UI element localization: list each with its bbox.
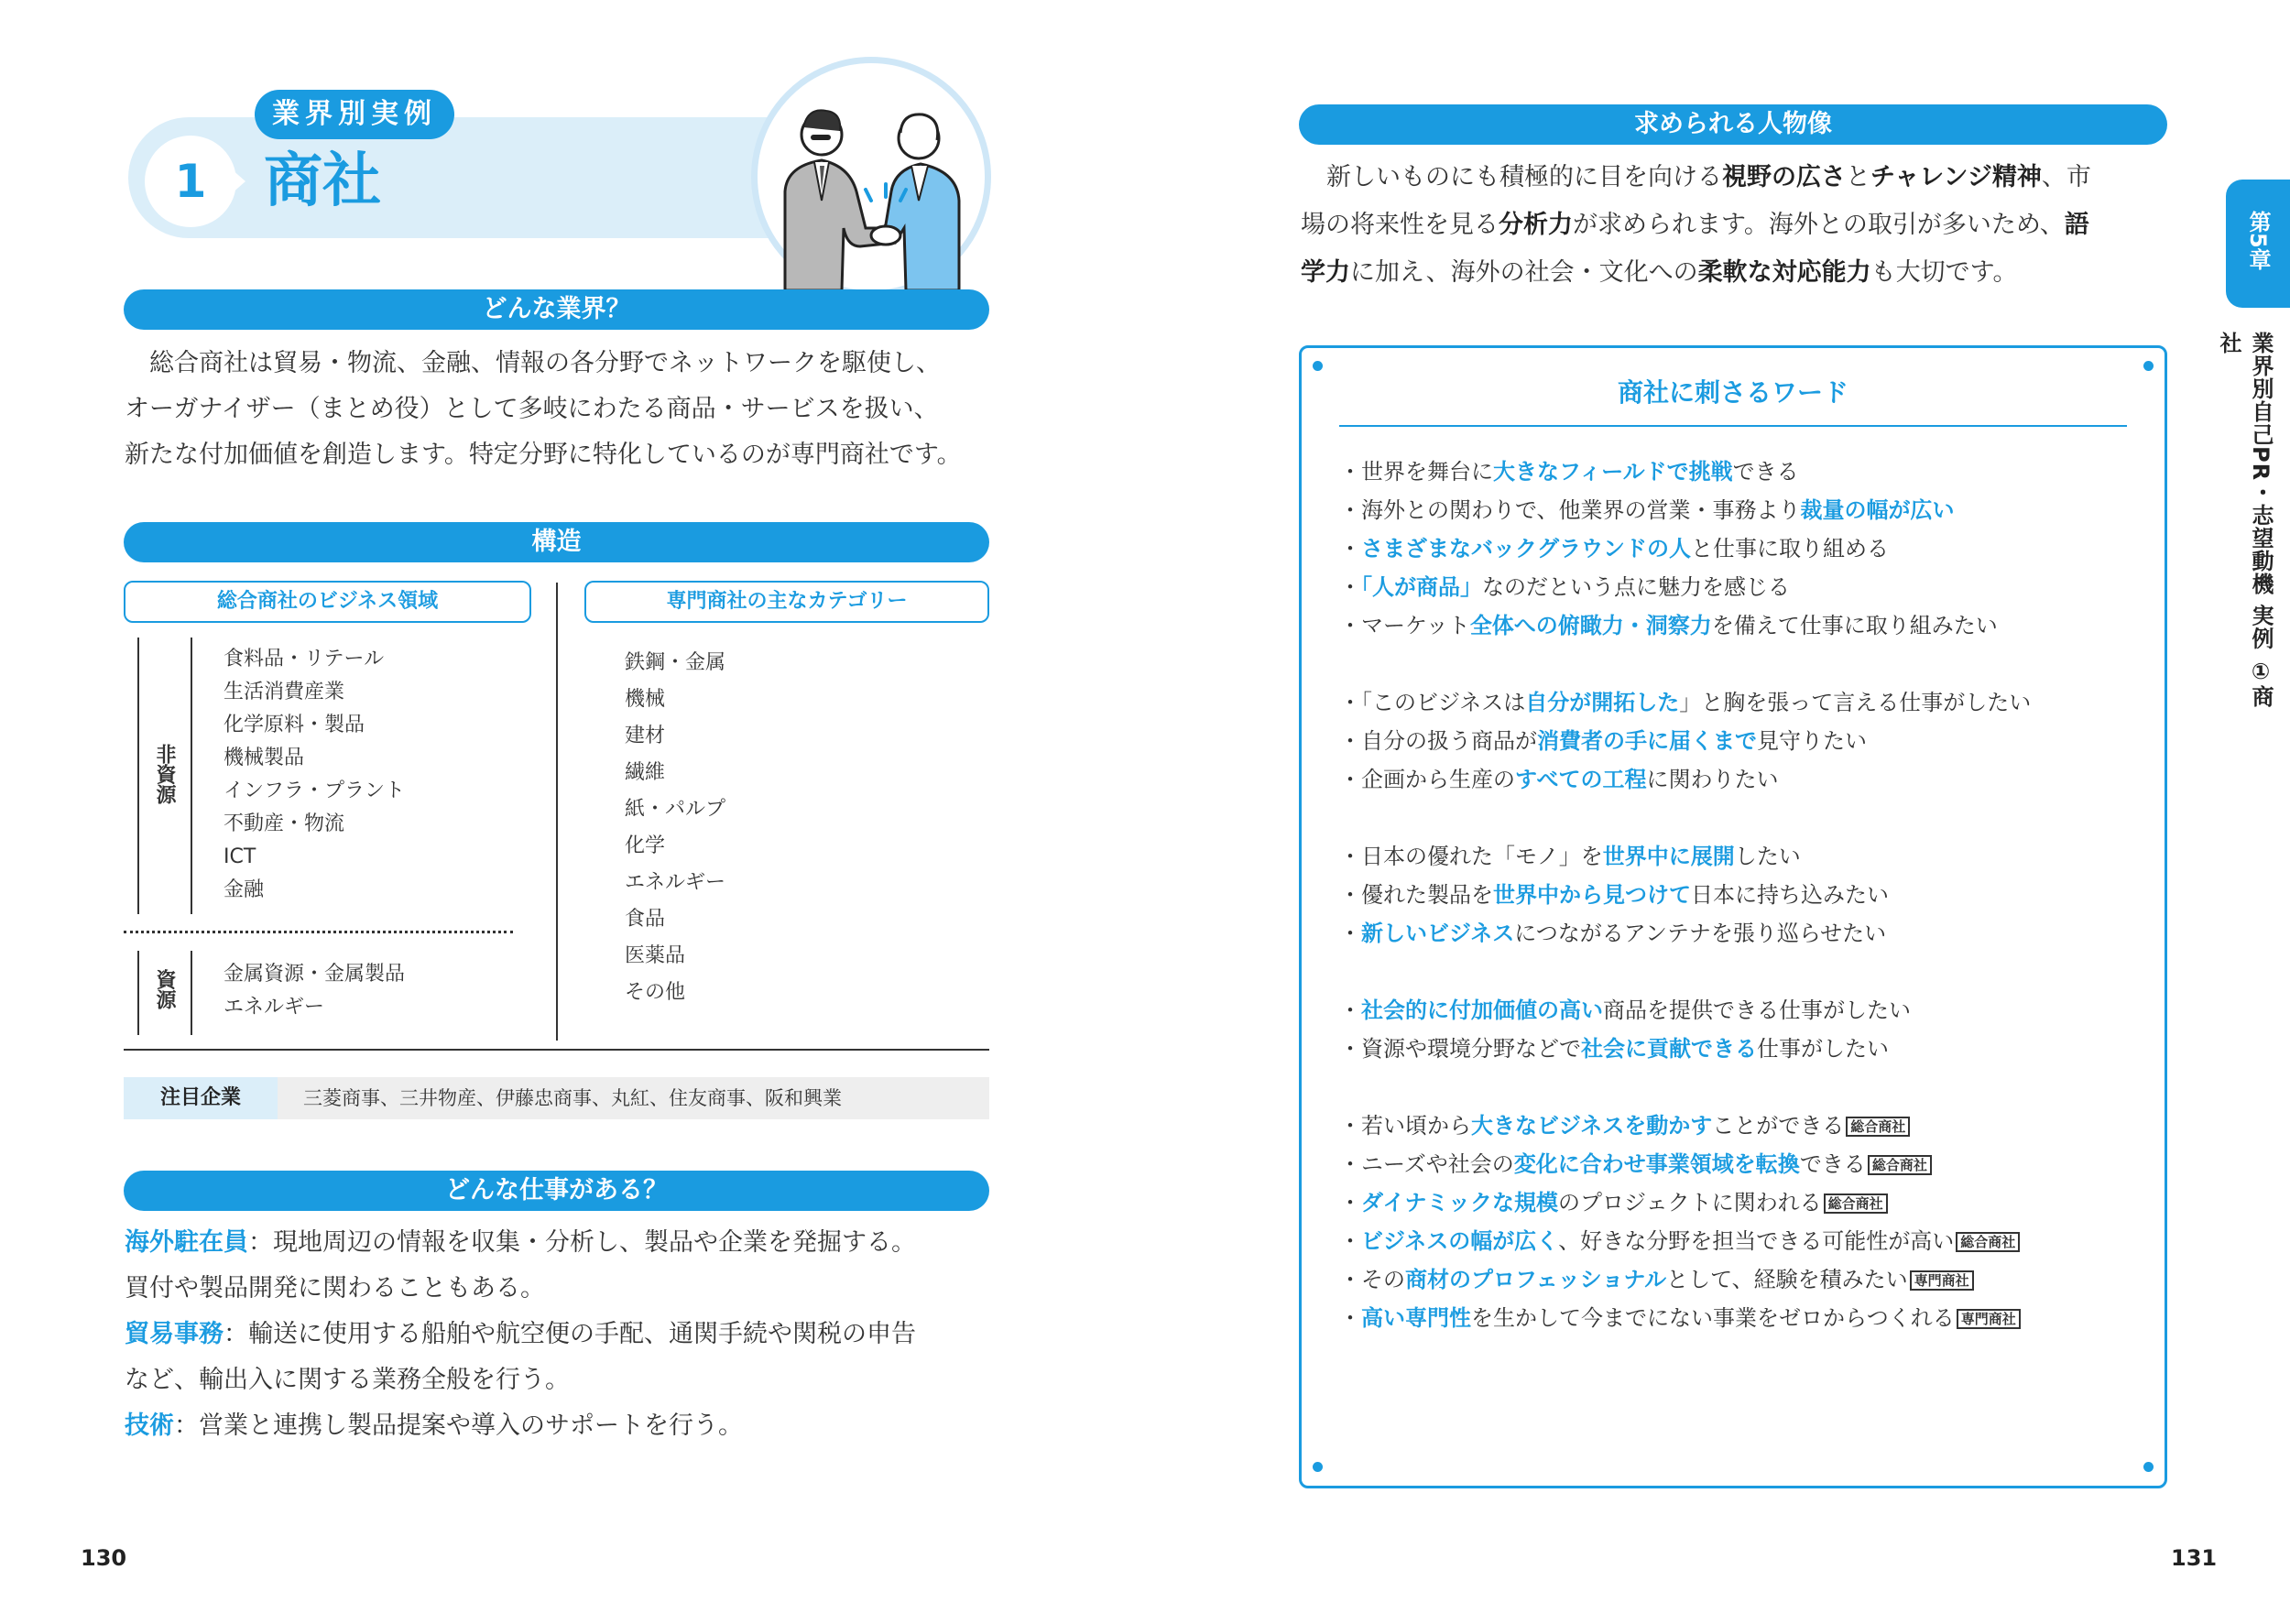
- keyword-highlight: さまざまなバックグラウンドの人: [1361, 536, 1691, 561]
- company-type-tag: 総合商社: [1846, 1117, 1910, 1137]
- corner-dot: [1313, 361, 1323, 371]
- list-item: 生活消費産業: [224, 681, 345, 703]
- keyword-text: ことができる: [1712, 1113, 1845, 1139]
- keyword-item: [1339, 606, 1998, 645]
- keyword-text: を生かして今までにない事業をゼロからつくれる: [1471, 1305, 1955, 1331]
- keyword-item: [1339, 722, 2031, 760]
- emphasis: 視野の広さ: [1722, 163, 1846, 191]
- emphasis: 語: [2064, 211, 2089, 239]
- keyword-text: に関わりたい: [1646, 767, 1779, 792]
- keyword-text: できる: [1799, 1151, 1866, 1177]
- keyword-item: [1339, 991, 1911, 1030]
- keyword-highlight: すべての工程: [1515, 767, 1647, 792]
- keyword-group-5: [1339, 1106, 2021, 1337]
- text-span: 、市: [2041, 163, 2091, 191]
- jobs-text: [125, 1220, 1004, 1449]
- list-item: 食品: [625, 908, 666, 931]
- resource-list: [224, 958, 405, 1024]
- keyword-item: [1339, 1183, 2021, 1222]
- keyword-highlight: 自分が開拓した: [1525, 690, 1680, 715]
- keyword-highlight: 大きなビジネスを動かす: [1471, 1113, 1713, 1139]
- keyword-item: [1339, 491, 1998, 529]
- keyword-text: ・: [1339, 1190, 1361, 1215]
- keyword-text: を備えて仕事に取り組みたい: [1711, 613, 1998, 638]
- job-title: 海外駐在員: [125, 1228, 248, 1257]
- keyword-item: [1339, 452, 1998, 491]
- keyword-text: ・: [1339, 536, 1361, 561]
- keyword-highlight: 裁量の幅が広い: [1800, 497, 1955, 523]
- job-line: [125, 1220, 1004, 1266]
- keyword-box-title: 商社に刺さるワード: [1617, 377, 1848, 408]
- keyword-item: [1339, 1030, 1911, 1068]
- corner-dot: [2143, 1462, 2154, 1472]
- list-item: 不動産・物流: [224, 812, 345, 835]
- keyword-text: ・: [1339, 1228, 1361, 1254]
- running-title: 業界別自己PR・志望動機 実例 ①商社: [2216, 332, 2274, 708]
- list-item: エネルギー: [224, 996, 325, 1019]
- keyword-text: ・ニーズや社会の: [1339, 1151, 1514, 1177]
- keyword-text: ・優れた製品を: [1339, 882, 1493, 908]
- notable-label: 注目企業: [124, 1077, 278, 1119]
- keyword-highlight: 社会的に付加価値の高い: [1361, 997, 1603, 1023]
- page-title: 商社: [264, 147, 381, 215]
- persona-line-1: [1301, 154, 2180, 202]
- general-trading-box: 総合商社のビジネス領域: [124, 581, 531, 623]
- overview-line-2: オーガナイザー（まとめ役）として多岐にわたる商品・サービスを扱い、: [125, 395, 939, 423]
- overview-line-3: 新たな付加価値を創造します。特定分野に特化しているのが専門商社です。: [125, 441, 962, 469]
- page-number-right: 131: [2171, 1545, 2218, 1571]
- job-title: 技術: [125, 1411, 174, 1440]
- list-item: 機械製品: [224, 747, 305, 769]
- keyword-highlight: ビジネスの幅が広く: [1361, 1228, 1559, 1254]
- resource-bracket-left: [137, 951, 139, 1035]
- nonresource-label-text: 非資源: [153, 744, 176, 804]
- handshake-illustration: [751, 57, 991, 297]
- list-item: 金融: [224, 878, 265, 901]
- keyword-text: ・: [1339, 921, 1361, 946]
- keyword-text: ・: [1339, 997, 1361, 1023]
- keyword-item: [1339, 1299, 2021, 1337]
- page-number-left: 130: [81, 1545, 127, 1571]
- job-line: [125, 1403, 1004, 1449]
- list-item: 紙・パルプ: [625, 798, 726, 821]
- text-span: 新しいものにも積極的に目を向ける: [1326, 163, 1722, 191]
- keyword-text: 」と胸を張って言える仕事がしたい: [1679, 690, 2032, 715]
- keyword-text: ・資源や環境分野などで: [1339, 1036, 1581, 1062]
- job-desc: ：現地周辺の情報を収集・分析し、製品や企業を発掘する。: [248, 1228, 916, 1257]
- notable-companies-row: [124, 1077, 989, 1119]
- specialty-trading-box: 専門商社の主なカテゴリー: [584, 581, 989, 623]
- keyword-highlight: 社会に貢献できる: [1581, 1036, 1757, 1062]
- list-item: インフラ・プラント: [224, 779, 406, 802]
- keyword-text: 仕事がしたい: [1757, 1036, 1889, 1062]
- keyword-highlight: 世界中に展開: [1602, 844, 1735, 869]
- keyword-text: したい: [1734, 844, 1801, 869]
- job-line: [125, 1312, 1004, 1357]
- keyword-highlight: 「人が商品」: [1361, 574, 1482, 600]
- keyword-text: できる: [1732, 459, 1799, 485]
- job-title: 貿易事務: [125, 1320, 224, 1348]
- company-type-tag: 専門商社: [1910, 1270, 1974, 1291]
- structure-bottom-rule: [124, 1049, 989, 1051]
- keyword-highlight: 商材のプロフェッショナル: [1405, 1267, 1667, 1292]
- text-span: が求められます。海外との取引が多いため、: [1573, 211, 2065, 239]
- keyword-text: として、経験を積みたい: [1666, 1267, 1908, 1292]
- keyword-item: [1339, 760, 2031, 799]
- keyword-item: [1339, 914, 1889, 953]
- emphasis: 分析力: [1499, 211, 1573, 239]
- keyword-text: ・自分の扱う商品が: [1339, 728, 1537, 754]
- keyword-item: [1339, 876, 1889, 914]
- resource-label: [151, 969, 177, 1016]
- keyword-highlight: 高い専門性: [1361, 1305, 1471, 1331]
- keyword-group-4: [1339, 991, 1911, 1068]
- keyword-highlight: 世界中から見つけて: [1493, 882, 1691, 908]
- company-type-tag: 専門商社: [1957, 1309, 2021, 1329]
- resource-label-text: 資源: [153, 969, 176, 1009]
- keyword-text: なのだという点に魅力を感じる: [1482, 574, 1790, 600]
- keyword-text: ・その: [1339, 1267, 1405, 1292]
- emphasis: 柔軟な対応能力: [1697, 258, 1871, 287]
- list-item: 機械: [625, 688, 666, 711]
- keyword-highlight: 消費者の手に届くまで: [1537, 728, 1757, 754]
- persona-line-2: [1301, 202, 2180, 249]
- chapter-tab: [2226, 180, 2290, 308]
- keyword-item: [1339, 529, 1998, 568]
- text-span: も大切です。: [1870, 258, 2018, 287]
- keyword-text: 見守りたい: [1757, 728, 1867, 754]
- keyword-item: [1339, 683, 2031, 722]
- corner-dot: [1313, 1462, 1323, 1472]
- nonresource-list: [224, 643, 405, 907]
- keyword-text: ・日本の優れた「モノ」を: [1339, 844, 1603, 869]
- keyword-text: ・: [1339, 574, 1361, 600]
- keyword-item: [1339, 1222, 2021, 1260]
- emphasis: チャレンジ精神: [1870, 163, 2042, 191]
- list-item: 医薬品: [625, 944, 686, 967]
- text-span: と: [1846, 163, 1870, 191]
- handshake-icon: [758, 63, 985, 290]
- company-type-tag: 総合商社: [1824, 1193, 1888, 1214]
- list-item: 鉄鋼・金属: [625, 651, 726, 674]
- keyword-item: [1339, 1106, 2021, 1145]
- keyword-item: [1339, 1260, 2021, 1299]
- list-item: 繊維: [625, 761, 666, 784]
- keyword-text: ・「このビジネスは: [1339, 690, 1526, 715]
- notable-companies: 三菱商事、三井物産、伊藤忠商事、丸紅、住友商事、阪和興業: [303, 1087, 842, 1109]
- list-item: 建材: [625, 725, 666, 747]
- keyword-title-rule: [1339, 425, 2127, 427]
- section-number: 1: [145, 136, 236, 227]
- company-type-tag: 総合商社: [1956, 1232, 2020, 1252]
- resource-bracket-right: [191, 951, 192, 1035]
- company-type-tag: 総合商社: [1868, 1155, 1932, 1175]
- keyword-group-3: [1339, 837, 1889, 953]
- dotted-separator: [124, 931, 513, 933]
- keyword-highlight: 大きなフィールドで挑戦: [1493, 459, 1733, 485]
- keyword-text: ・世界を舞台に: [1339, 459, 1493, 485]
- nonresource-label: [151, 744, 177, 811]
- keyword-highlight: 全体への俯瞰力・洞察力: [1469, 613, 1712, 638]
- keyword-text: ・: [1339, 1305, 1361, 1331]
- keyword-text: ・マーケット: [1339, 613, 1470, 638]
- chapter-tab-text: 第5章: [2245, 211, 2271, 270]
- keyword-group-1: [1339, 452, 1998, 645]
- list-item: 食料品・リテール: [224, 648, 385, 670]
- list-item: 化学: [625, 834, 666, 857]
- list-item: その他: [625, 981, 686, 1004]
- nonresource-bracket-right: [191, 638, 192, 914]
- persona-header: 求められる人物像: [1299, 104, 2167, 145]
- keyword-highlight: 変化に合わせ事業領域を転換: [1513, 1151, 1800, 1177]
- industry-overview-text: [125, 341, 995, 478]
- keyword-text: と仕事に取り組める: [1691, 536, 1889, 561]
- keyword-text: 日本に持ち込みたい: [1691, 882, 1889, 908]
- keyword-text: 商品を提供できる仕事がしたい: [1603, 997, 1911, 1023]
- section-number-arrow: [231, 169, 245, 194]
- keyword-text: のプロジェクトに関われる: [1558, 1190, 1822, 1215]
- keyword-text: ・企画から生産の: [1339, 767, 1515, 792]
- corner-dot: [2143, 361, 2154, 371]
- text-span: に加え、海外の社会・文化への: [1350, 258, 1698, 287]
- list-item: 金属資源・金属製品: [224, 963, 406, 986]
- persona-text: [1301, 154, 2180, 297]
- emphasis: 学力: [1301, 258, 1350, 287]
- structure-header: 構造: [124, 522, 989, 562]
- keyword-highlight: ダイナミックな規模: [1361, 1190, 1559, 1215]
- column-divider: [556, 583, 558, 1041]
- persona-line-3: [1301, 249, 2180, 297]
- subtitle-pill: 業界別実例: [255, 90, 454, 139]
- jobs-header: どんな仕事がある？: [124, 1171, 989, 1211]
- keyword-item: [1339, 568, 1998, 606]
- list-item: 化学原料・製品: [224, 714, 365, 736]
- list-item: ICT: [224, 845, 256, 868]
- industry-overview-header: どんな業界？: [124, 289, 989, 330]
- job-line: など、輸出入に関する業務全般を行う。: [125, 1366, 570, 1394]
- keyword-item: [1339, 837, 1889, 876]
- keyword-text: ・若い頃から: [1339, 1113, 1471, 1139]
- keyword-text: ・海外との関わりで、他業界の営業・事務より: [1339, 497, 1801, 523]
- job-line: 買付や製品開発に関わることもある。: [125, 1274, 545, 1302]
- nonresource-bracket-left: [137, 638, 139, 914]
- keyword-group-2: [1339, 683, 2031, 799]
- text-span: 場の将来性を見る: [1301, 211, 1499, 239]
- job-desc: ：輸送に使用する船舶や航空便の手配、通関手続や関税の申告: [224, 1320, 916, 1348]
- overview-line-1: 総合商社は貿易・物流、金融、情報の各分野でネットワークを駆使し、: [149, 349, 941, 377]
- keyword-text: 、好きな分野を担当できる可能性が高い: [1558, 1228, 1955, 1254]
- keyword-highlight: 新しいビジネス: [1361, 921, 1515, 946]
- keyword-text: につながるアンテナを張り巡らせたい: [1514, 921, 1887, 946]
- list-item: エネルギー: [625, 871, 726, 894]
- specialty-list: [625, 645, 725, 1011]
- keyword-item: [1339, 1145, 2021, 1183]
- job-desc: ：営業と連携し製品提案や導入のサポートを行う。: [174, 1411, 743, 1440]
